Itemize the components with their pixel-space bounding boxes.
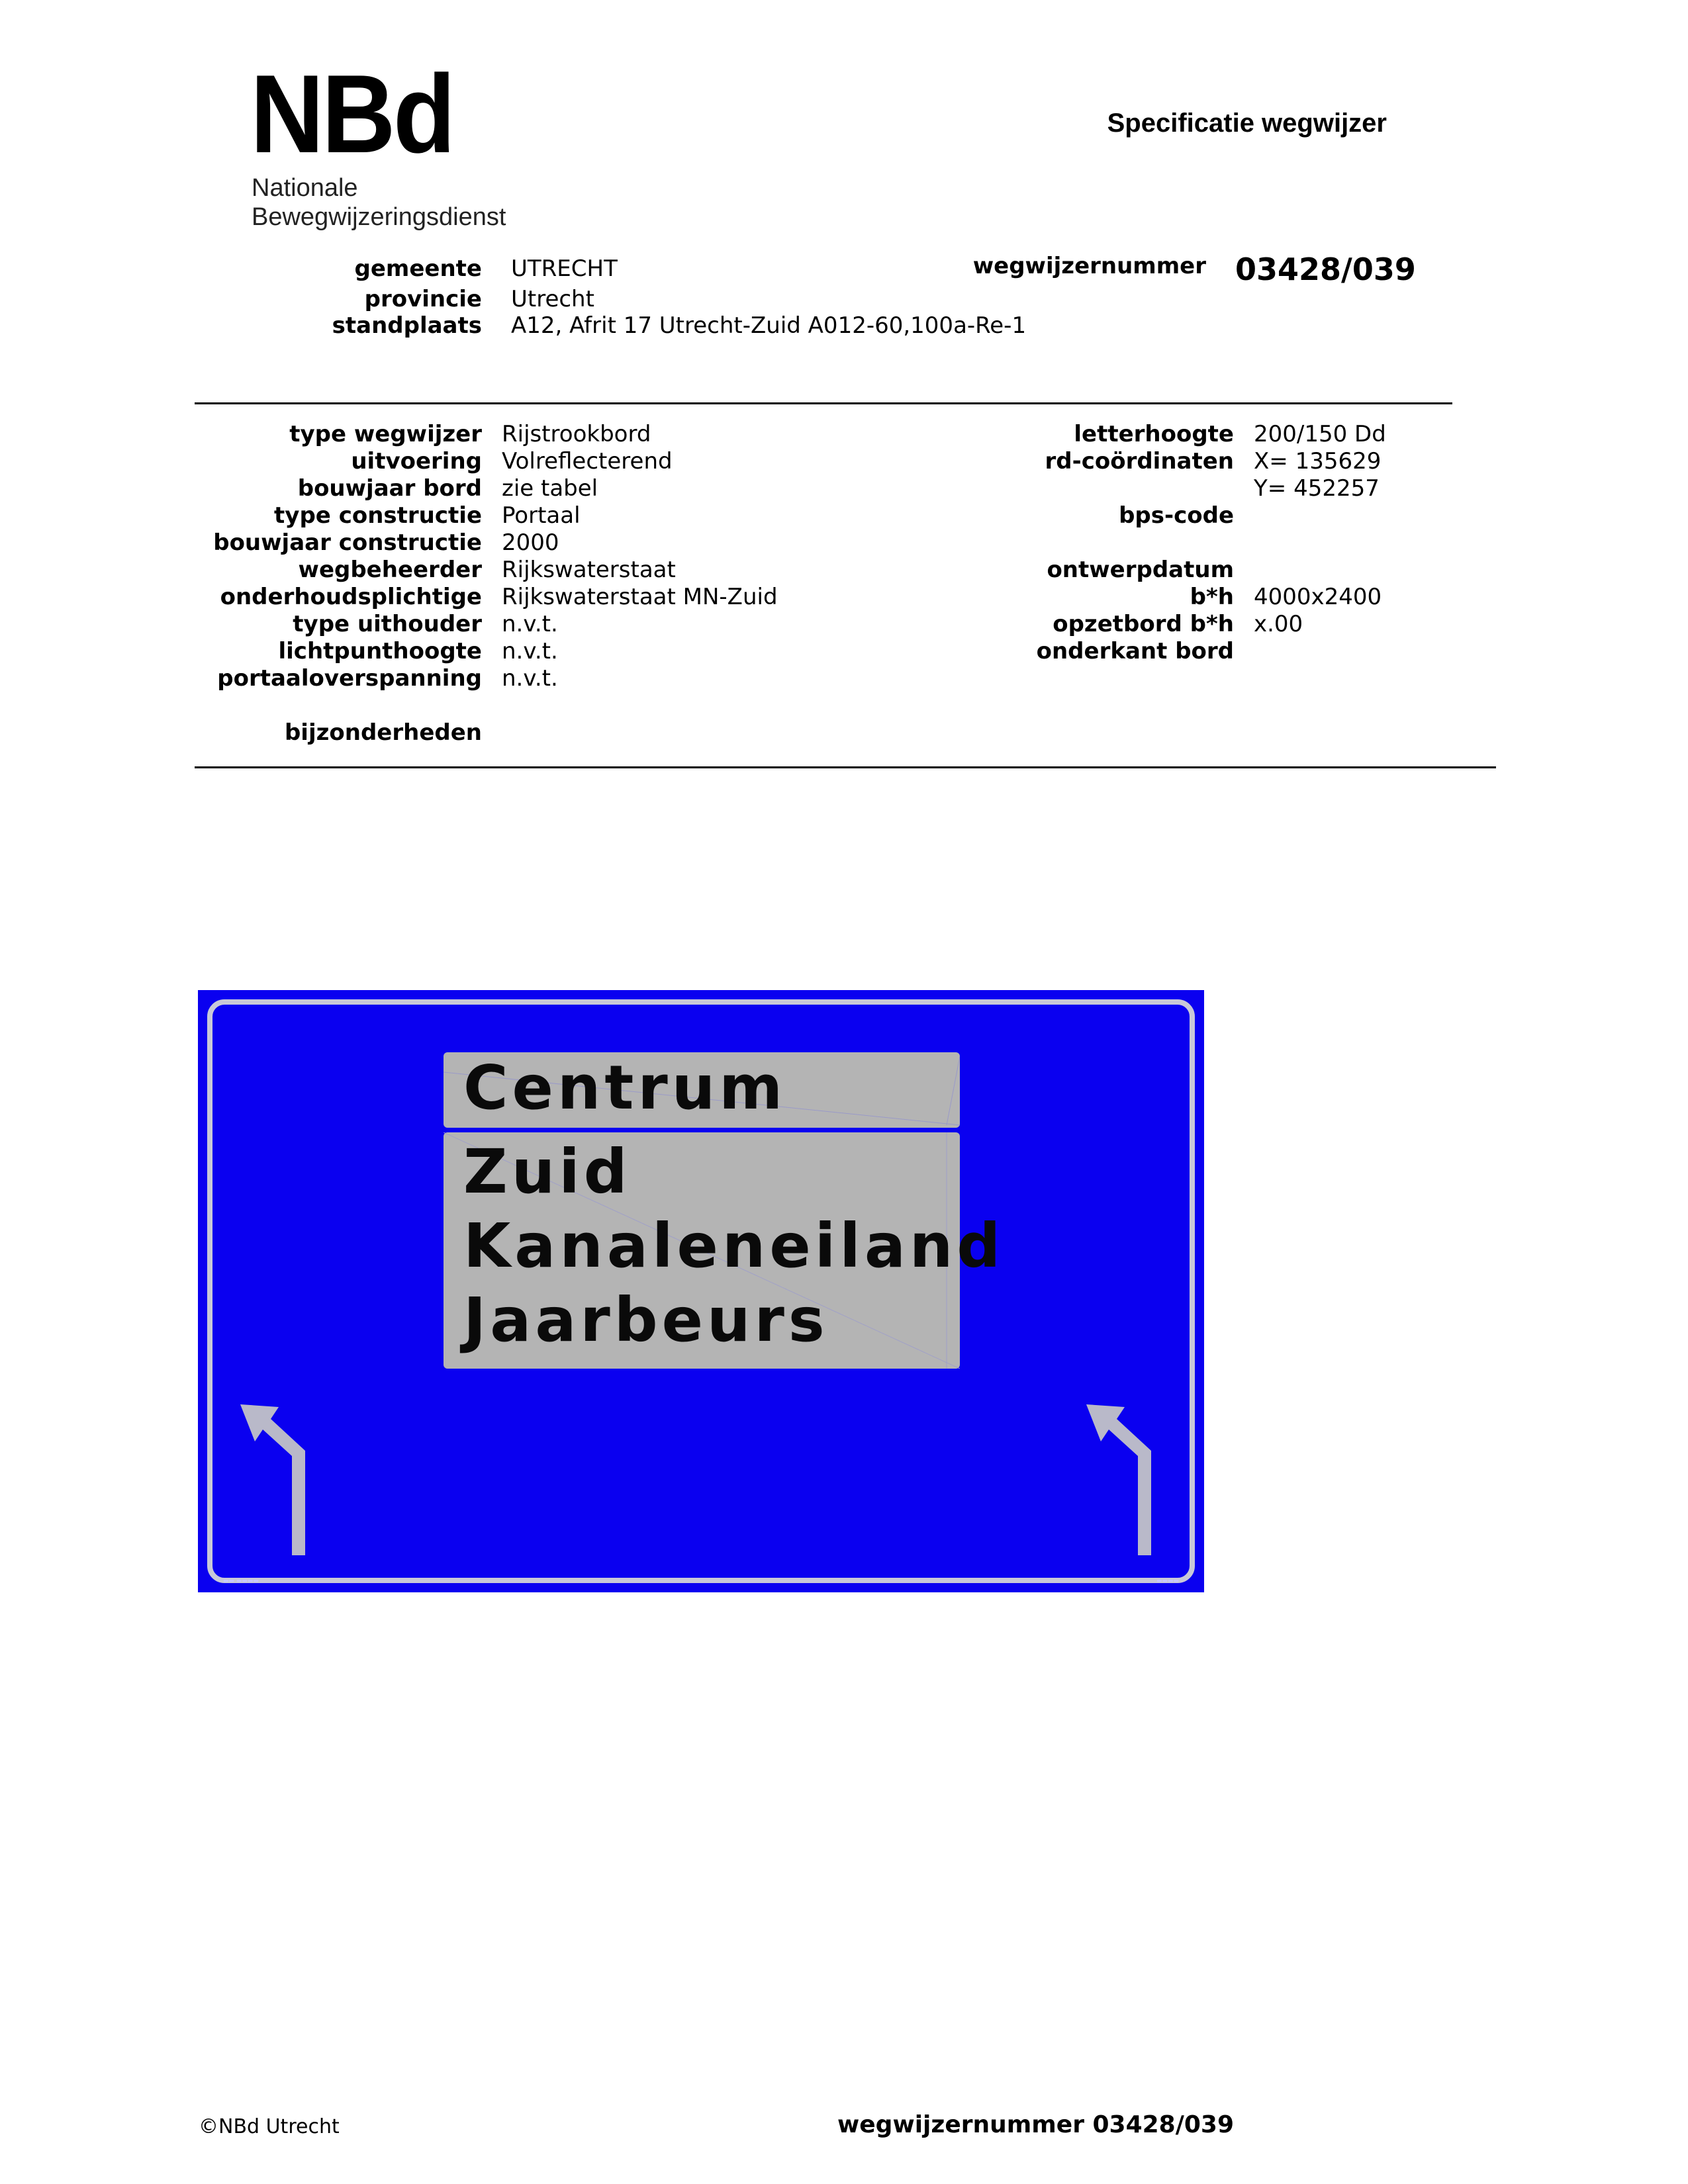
arrow-up-left-icon [1082,1400,1168,1559]
sign-maker-mark: ▬▬▬▬ [1156,1578,1179,1584]
divider-top [195,402,1452,404]
wegwijzernummer-value: 03428/039 [1235,251,1416,287]
spec-value: Rijstrookbord [502,421,651,447]
document-title: Specificatie wegwijzer [1107,109,1387,138]
bijzonderheden-label: bijzonderheden [284,719,482,746]
divider-bottom [195,766,1496,768]
gemeente-value: UTRECHT [511,255,618,282]
spec-value: 200/150 Dd [1254,421,1386,447]
logo-line-2: Bewegwijzeringsdienst [252,203,506,231]
spec-label: b*h [1190,584,1234,610]
spec-value: zie tabel [502,475,598,502]
spec-label: bouwjaar bord [297,475,482,502]
spec-label: uitvoering [351,448,482,475]
spec-value: 2000 [502,529,559,556]
spec-label: onderkant bord [1036,638,1234,664]
spec-value: Volreflecterend [502,448,673,475]
logo-line-1: Nationale [252,174,358,202]
footer-copyright: ©NBd Utrecht [199,2115,340,2138]
standplaats-value: A12, Afrit 17 Utrecht-Zuid A012-60,100a-Re-1 [511,312,1027,339]
spec-label: bps-code [1119,502,1234,529]
arrow-up-left-icon [236,1400,322,1559]
spec-value: n.v.t. [502,638,558,664]
spec-label: portaaloverspanning [217,665,482,692]
destination-centrum: Centrum [463,1052,787,1123]
spec-value: x.00 [1254,611,1303,637]
destination-zuid: Zuid [463,1136,632,1207]
destination-kanaleneiland: Kanaleneiland [463,1210,1005,1281]
spec-value: Rijkswaterstaat [502,557,676,583]
spec-label: onderhoudsplichtige [220,584,482,610]
provincie-label: provincie [364,286,482,312]
provincie-value: Utrecht [511,286,594,312]
spec-label: type uithouder [293,611,482,637]
panel-top [444,1052,960,1128]
nbd-logo: NBd [250,52,453,176]
spec-value: Y= 452257 [1254,475,1380,502]
standplaats-label: standplaats [332,312,482,339]
spec-label: opzetbord b*h [1053,611,1234,637]
spec-label: type wegwijzer [289,421,482,447]
spec-value: X= 135629 [1254,448,1382,475]
wegwijzernummer-label: wegwijzernummer [972,253,1206,279]
spec-value: Rijkswaterstaat MN-Zuid [502,584,778,610]
spec-label: rd-coördinaten [1045,448,1234,475]
gemeente-label: gemeente [354,255,482,282]
spec-label: letterhoogte [1074,421,1234,447]
spec-label: wegbeheerder [298,557,482,583]
spec-label: lichtpunthoogte [278,638,482,664]
spec-label: ontwerpdatum [1047,557,1234,583]
spec-value: 4000x2400 [1254,584,1382,610]
sign-code-mark: ▬▬ ▬▬▬▬ [223,1578,259,1584]
spec-value: n.v.t. [502,665,558,692]
panel-main [444,1132,1005,1369]
destination-jaarbeurs: Jaarbeurs [463,1285,829,1355]
footer-number: wegwijzernummer 03428/039 [837,2111,1235,2138]
spec-label: bouwjaar constructie [213,529,482,556]
spec-value: Portaal [502,502,581,529]
spec-value: n.v.t. [502,611,558,637]
spec-label: type constructie [274,502,482,529]
road-sign [198,990,1204,1592]
